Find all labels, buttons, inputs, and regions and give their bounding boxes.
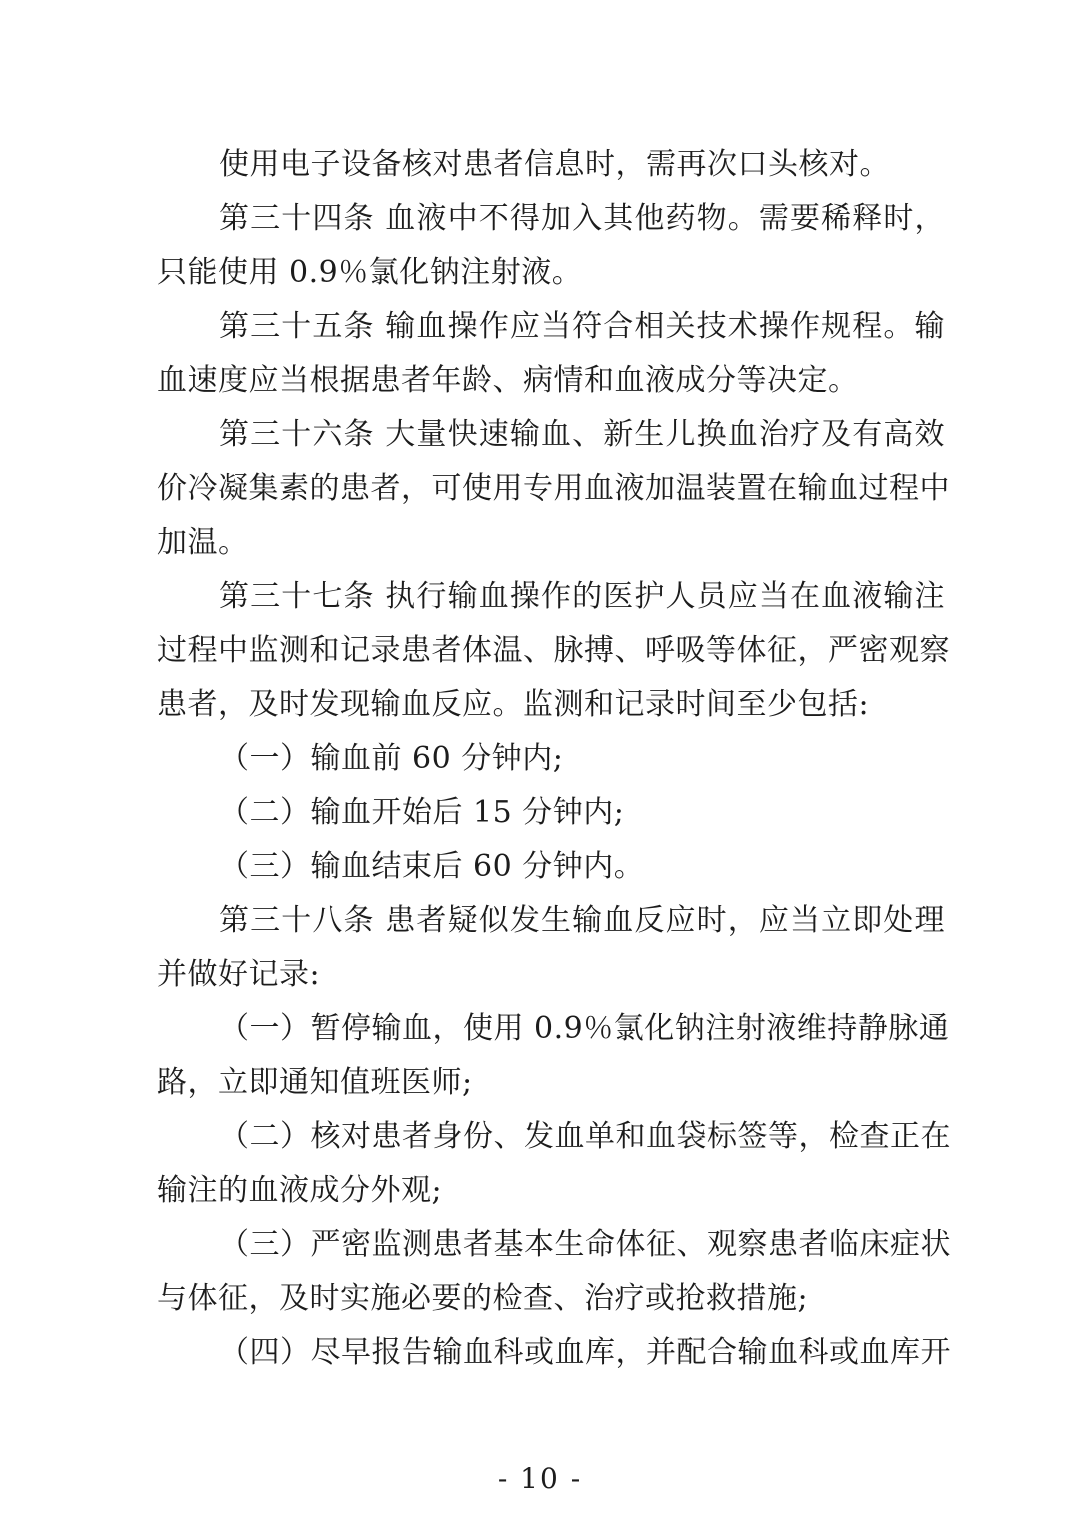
text-line: （四）尽早报告输血科或血库，并配合输血科或血库开: [219, 1335, 951, 1370]
text-line: 第三十六条 大量快速输血、新生儿换血治疗及有高效: [219, 417, 945, 452]
text-line: 血速度应当根据患者年龄、病情和血液成分等决定。: [157, 363, 859, 398]
text-line: （一）输血前 60 分钟内;: [219, 741, 564, 776]
text-line: （三）输血结束后 60 分钟内。: [219, 849, 645, 884]
text-line: 使用电子设备核对患者信息时，需再次口头核对。: [219, 147, 890, 182]
text-line: 第三十四条 血液中不得加入其他药物。需要稀释时，: [219, 201, 945, 236]
text-line: 第三十七条 执行输血操作的医护人员应当在血液输注: [219, 579, 945, 614]
page-number: - 10 -: [497, 1462, 583, 1495]
text-line: 路，立即通知值班医师;: [157, 1065, 473, 1100]
text-line: 过程中监测和记录患者体温、脉搏、呼吸等体征，严密观察: [157, 633, 950, 668]
text-line: （二）输血开始后 15 分钟内;: [219, 795, 625, 830]
text-line: （二）核对患者身份、发血单和血袋标签等，检查正在: [219, 1119, 951, 1154]
document-body: [157, 138, 951, 1380]
text-line: 输注的血液成分外观;: [157, 1173, 443, 1208]
text-line: （三）严密监测患者基本生命体征、观察患者临床症状: [219, 1227, 951, 1262]
text-line: 并做好记录:: [157, 957, 321, 992]
text-line: 价冷凝集素的患者，可使用专用血液加温装置在输血过程中: [157, 471, 950, 506]
text-line: 加温。: [157, 525, 249, 560]
text-line: 与体征，及时实施必要的检查、治疗或抢救措施;: [157, 1281, 809, 1316]
text-line: 患者，及时发现输血反应。监测和记录时间至少包括:: [157, 687, 870, 722]
text-line: 只能使用 0.9％氯化钠注射液。: [157, 255, 583, 290]
text-line: （一）暂停输血，使用 0.9％氯化钠注射液维持静脉通: [219, 1011, 950, 1046]
text-line: 第三十五条 输血操作应当符合相关技术操作规程。输: [219, 309, 945, 344]
text-line: 第三十八条 患者疑似发生输血反应时，应当立即处理: [219, 903, 945, 938]
